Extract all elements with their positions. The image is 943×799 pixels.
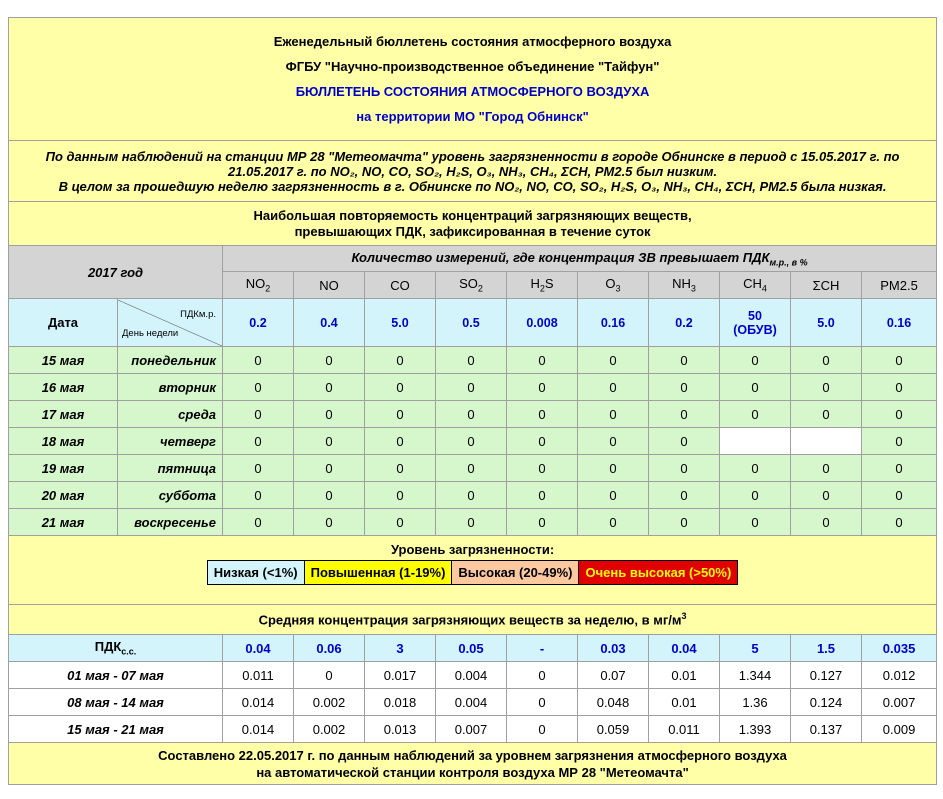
pollutant-header-9 <box>862 272 937 299</box>
average-value: 0.013 <box>365 716 436 743</box>
bulletin-title: БЮЛЛЕТЕНЬ СОСТОЯНИЯ АТМОСФЕРНОГО ВОЗДУХА <box>295 84 650 99</box>
average-value: 0.004 <box>436 662 507 689</box>
day-count-cell <box>791 428 862 455</box>
day-count-cell: 0 <box>507 347 578 374</box>
average-value: 0.009 <box>862 716 937 743</box>
day-count-cell <box>720 428 791 455</box>
pollutant-name: CH <box>743 276 762 292</box>
day-count-cell: 0 <box>578 401 649 428</box>
day-count-cell: 0 <box>507 428 578 455</box>
pollutant-name: PM2.5 <box>880 277 918 293</box>
day-count-cell: 0 <box>507 401 578 428</box>
pdk-ss-value: 0.03 <box>578 635 649 662</box>
average-value: 0 <box>507 689 578 716</box>
day-count-cell: 0 <box>223 509 294 536</box>
day-weekday: понедельник <box>118 347 223 374</box>
pollutant-name: CO <box>390 277 410 293</box>
legend-item: Высокая (20-49%) <box>452 561 579 584</box>
pollutant-subscript: 2 <box>539 283 545 294</box>
daily-row <box>9 401 937 428</box>
pollutant-header-0 <box>223 272 294 299</box>
day-count-cell: 0 <box>223 374 294 401</box>
day-count-cell: 0 <box>649 374 720 401</box>
pdk-mr-corner-label: ПДКм.р. <box>180 308 216 320</box>
day-date: 17 мая <box>9 401 118 428</box>
average-value: 0 <box>507 716 578 743</box>
day-count-cell: 0 <box>507 482 578 509</box>
pdk-mr-row <box>9 299 937 347</box>
day-count-cell: 0 <box>720 455 791 482</box>
day-count-cell: 0 <box>720 401 791 428</box>
day-count-cell: 0 <box>294 374 365 401</box>
day-date: 16 мая <box>9 374 118 401</box>
day-count-cell: 0 <box>365 482 436 509</box>
day-weekday: пятница <box>118 455 223 482</box>
day-count-cell: 0 <box>862 347 937 374</box>
day-count-cell: 0 <box>223 428 294 455</box>
average-value: 0.127 <box>791 662 862 689</box>
pdk-mr-value: 0.5 <box>436 299 507 347</box>
day-weekday: четверг <box>118 428 223 455</box>
legend-item: Низкая (<1%) <box>208 561 305 584</box>
pollutant-header-1 <box>294 272 365 299</box>
day-count-cell: 0 <box>294 347 365 374</box>
pollutant-name: H <box>530 276 540 292</box>
legend-scale <box>207 560 739 585</box>
legend-title: Уровень загрязненности: <box>390 542 555 557</box>
average-value: 0.014 <box>223 689 294 716</box>
averages-title-unit-sup: 3 <box>681 611 687 622</box>
legend-row <box>9 536 937 605</box>
day-count-cell: 0 <box>507 374 578 401</box>
pdk-mr-value: 5.0 <box>791 299 862 347</box>
day-count-cell: 0 <box>720 482 791 509</box>
average-value: 0.059 <box>578 716 649 743</box>
date-column-label: Дата <box>9 299 118 347</box>
pdk-weekday-diagonal-cell <box>118 299 223 347</box>
day-date: 19 мая <box>9 455 118 482</box>
daily-row <box>9 455 937 482</box>
average-value: 0.137 <box>791 716 862 743</box>
day-count-cell: 0 <box>436 482 507 509</box>
repeatability-title-line1: Наибольшая повторяемость концентраций загрязняющих веществ, <box>253 207 692 223</box>
day-count-cell: 0 <box>294 509 365 536</box>
day-count-cell: 0 <box>436 374 507 401</box>
footer-line2: на автоматической станции контроля воздуха МР 28 "Метеомачта" <box>256 764 689 780</box>
bulletin-footer <box>9 743 937 785</box>
day-count-cell: 0 <box>578 374 649 401</box>
day-count-cell: 0 <box>720 509 791 536</box>
pollution-level-legend <box>9 536 937 605</box>
day-count-cell: 0 <box>862 482 937 509</box>
day-date: 18 мая <box>9 428 118 455</box>
pdk-ss-value: 0.05 <box>436 635 507 662</box>
day-count-cell: 0 <box>649 482 720 509</box>
day-count-cell: 0 <box>720 347 791 374</box>
day-count-cell: 0 <box>223 347 294 374</box>
bulletin-territory: на территории МО "Город Обнинск" <box>356 109 589 124</box>
pdk-ss-label-sub: с.с. <box>121 646 137 657</box>
day-count-cell: 0 <box>436 455 507 482</box>
pollutant-name-rest: S <box>544 276 554 292</box>
pollution-summary <box>9 141 937 202</box>
day-count-cell: 0 <box>436 428 507 455</box>
average-value: 0.01 <box>649 662 720 689</box>
average-value: 0.124 <box>791 689 862 716</box>
pollutant-subscript: 2 <box>265 283 271 294</box>
average-period: 01 мая - 07 мая <box>9 662 223 689</box>
day-count-cell: 0 <box>365 401 436 428</box>
average-value: 0.048 <box>578 689 649 716</box>
daily-row <box>9 374 937 401</box>
averages-title-row <box>9 605 937 635</box>
day-count-cell: 0 <box>223 401 294 428</box>
pdk-ss-row <box>9 635 937 662</box>
pdk-ss-label-text: ПДК <box>94 639 122 655</box>
day-date: 15 мая <box>9 347 118 374</box>
pollutant-header-7 <box>720 272 791 299</box>
pdk-mr-value: 0.4 <box>294 299 365 347</box>
pollutant-subscript: 2 <box>477 283 483 294</box>
day-count-cell: 0 <box>507 509 578 536</box>
day-count-cell: 0 <box>791 455 862 482</box>
average-value: 0.018 <box>365 689 436 716</box>
pdk-ss-value: 0.04 <box>223 635 294 662</box>
day-count-cell: 0 <box>365 428 436 455</box>
day-date: 20 мая <box>9 482 118 509</box>
day-count-cell: 0 <box>791 374 862 401</box>
average-value: 0.01 <box>649 689 720 716</box>
pdk-ss-value: 0.06 <box>294 635 365 662</box>
pdk-mr-value: 0.2 <box>649 299 720 347</box>
day-count-cell: 0 <box>365 455 436 482</box>
weekday-corner-label: День недели <box>122 327 179 339</box>
average-value: 0 <box>507 662 578 689</box>
summary-line1: По данным наблюдений на станции МР 28 "Метеомачта" уровень загрязненности в городе Обнинске в период с 15.05.2017 г. по <box>45 148 900 164</box>
summary-line2: 21.05.2017 г. по NO₂, NO, CO, SO₂, H₂S, O₃, NH₃, CH₄, ΣCH, PM2.5 был низким. <box>228 163 718 179</box>
average-value: 0.012 <box>862 662 937 689</box>
day-count-cell: 0 <box>791 347 862 374</box>
air-quality-bulletin-table <box>8 17 937 785</box>
day-count-cell: 0 <box>507 455 578 482</box>
day-count-cell: 0 <box>436 509 507 536</box>
pdk-mr-value: 0.16 <box>578 299 649 347</box>
average-period: 15 мая - 21 мая <box>9 716 223 743</box>
average-value: 1.393 <box>720 716 791 743</box>
pdk-ss-label <box>9 635 223 662</box>
day-count-cell: 0 <box>578 482 649 509</box>
day-count-cell: 0 <box>862 428 937 455</box>
daily-row <box>9 482 937 509</box>
day-count-cell: 0 <box>791 401 862 428</box>
day-count-cell: 0 <box>436 401 507 428</box>
average-value: 0.007 <box>436 716 507 743</box>
average-value: 0.004 <box>436 689 507 716</box>
day-count-cell: 0 <box>365 347 436 374</box>
average-value: 0.011 <box>649 716 720 743</box>
average-row <box>9 689 937 716</box>
legend-item: Повышенная (1-19%) <box>305 561 453 584</box>
average-value: 0.002 <box>294 689 365 716</box>
summary-line3: В целом за прошедшую неделю загрязненность в г. Обнинске по NO₂, NO, CO, SO₂, H₂S, O₃, NH₃, CH₄, ΣCH, PM2.5 была низкая. <box>58 178 887 194</box>
pollutant-name: O <box>605 276 616 292</box>
legend-item: Очень высокая (>50%) <box>579 561 737 584</box>
daily-row <box>9 347 937 374</box>
day-count-cell: 0 <box>294 482 365 509</box>
day-count-cell: 0 <box>649 401 720 428</box>
pollutant-header-5 <box>578 272 649 299</box>
pollutant-subscript: 4 <box>761 283 767 294</box>
average-row <box>9 662 937 689</box>
footer-row <box>9 743 937 785</box>
pdk-ss-value: 5 <box>720 635 791 662</box>
count-header <box>223 246 937 272</box>
count-header-subscript: м.р., в % <box>769 257 808 268</box>
day-count-cell: 0 <box>365 374 436 401</box>
day-count-cell: 0 <box>791 482 862 509</box>
day-count-cell: 0 <box>649 428 720 455</box>
pdk-mr-value: 0.16 <box>862 299 937 347</box>
average-period: 08 мая - 14 мая <box>9 689 223 716</box>
bulletin-header-line1: Еженедельный бюллетень состояния атмосферного воздуха <box>273 34 672 49</box>
pdk-ss-value: 3 <box>365 635 436 662</box>
pollutant-name: SO <box>459 276 478 292</box>
day-count-cell: 0 <box>294 401 365 428</box>
day-count-cell: 0 <box>720 374 791 401</box>
day-weekday: среда <box>118 401 223 428</box>
pollutant-subscript: 3 <box>690 283 696 294</box>
pdk-mr-value: 0.2 <box>223 299 294 347</box>
averages-title-text: Средняя концентрация загрязняющих веществ за неделю, в мг/м <box>258 612 682 628</box>
day-count-cell: 0 <box>649 455 720 482</box>
day-count-cell: 0 <box>365 509 436 536</box>
day-weekday: вторник <box>118 374 223 401</box>
day-weekday: воскресенье <box>118 509 223 536</box>
pollutant-header-6 <box>649 272 720 299</box>
average-value: 0.07 <box>578 662 649 689</box>
pollutant-header-3 <box>436 272 507 299</box>
count-header-text: Количество измерений, где концентрация ЗВ превышает ПДК <box>351 249 770 265</box>
day-count-cell: 0 <box>649 347 720 374</box>
day-count-cell: 0 <box>294 455 365 482</box>
pdk-mr-value: 0.008 <box>507 299 578 347</box>
pollutant-name: NO <box>319 277 339 293</box>
day-count-cell: 0 <box>578 428 649 455</box>
pdk-mr-value: 50 (ОБУВ) <box>720 299 791 347</box>
day-date: 21 мая <box>9 509 118 536</box>
average-value: 0.014 <box>223 716 294 743</box>
pdk-ss-value: 0.04 <box>649 635 720 662</box>
average-value: 1.344 <box>720 662 791 689</box>
pollutant-header-2 <box>365 272 436 299</box>
day-count-cell: 0 <box>436 347 507 374</box>
averages-title <box>9 605 937 635</box>
day-count-cell: 0 <box>294 428 365 455</box>
average-value: 0.011 <box>223 662 294 689</box>
repeatability-title-line2: превышающих ПДК, зафиксированная в течение суток <box>294 223 651 239</box>
day-count-cell: 0 <box>862 401 937 428</box>
average-value: 1.36 <box>720 689 791 716</box>
day-count-cell: 0 <box>862 374 937 401</box>
repeatability-title <box>9 202 937 246</box>
day-count-cell: 0 <box>862 509 937 536</box>
footer-line1: Составлено 22.05.2017 г. по данным наблюдений за уровнем загрязнения атмосферного воздуха <box>158 747 787 763</box>
average-row <box>9 716 937 743</box>
day-count-cell: 0 <box>578 347 649 374</box>
year-label: 2017 год <box>9 246 223 299</box>
average-value: 0 <box>294 662 365 689</box>
pollutant-header-4 <box>507 272 578 299</box>
average-value: 0.007 <box>862 689 937 716</box>
day-count-cell: 0 <box>223 455 294 482</box>
day-weekday: суббота <box>118 482 223 509</box>
pollutant-subscript: 3 <box>615 283 621 294</box>
pdk-ss-value: - <box>507 635 578 662</box>
day-count-cell: 0 <box>578 455 649 482</box>
day-count-cell: 0 <box>578 509 649 536</box>
day-count-cell: 0 <box>223 482 294 509</box>
pollutant-name: NH <box>672 276 691 292</box>
pdk-mr-value: 5.0 <box>365 299 436 347</box>
daily-row <box>9 428 937 455</box>
pollutant-header-8 <box>791 272 862 299</box>
daily-row <box>9 509 937 536</box>
day-count-cell: 0 <box>862 455 937 482</box>
pollutant-name: NO <box>245 276 266 292</box>
day-count-cell: 0 <box>649 509 720 536</box>
pdk-ss-value: 1.5 <box>791 635 862 662</box>
pollutant-name: ΣCH <box>812 277 840 293</box>
average-value: 0.002 <box>294 716 365 743</box>
average-value: 0.017 <box>365 662 436 689</box>
organization-name: ФГБУ "Научно-производственное объединение "Тайфун" <box>285 59 660 74</box>
bulletin-header <box>9 18 937 141</box>
day-count-cell: 0 <box>791 509 862 536</box>
pdk-ss-value: 0.035 <box>862 635 937 662</box>
